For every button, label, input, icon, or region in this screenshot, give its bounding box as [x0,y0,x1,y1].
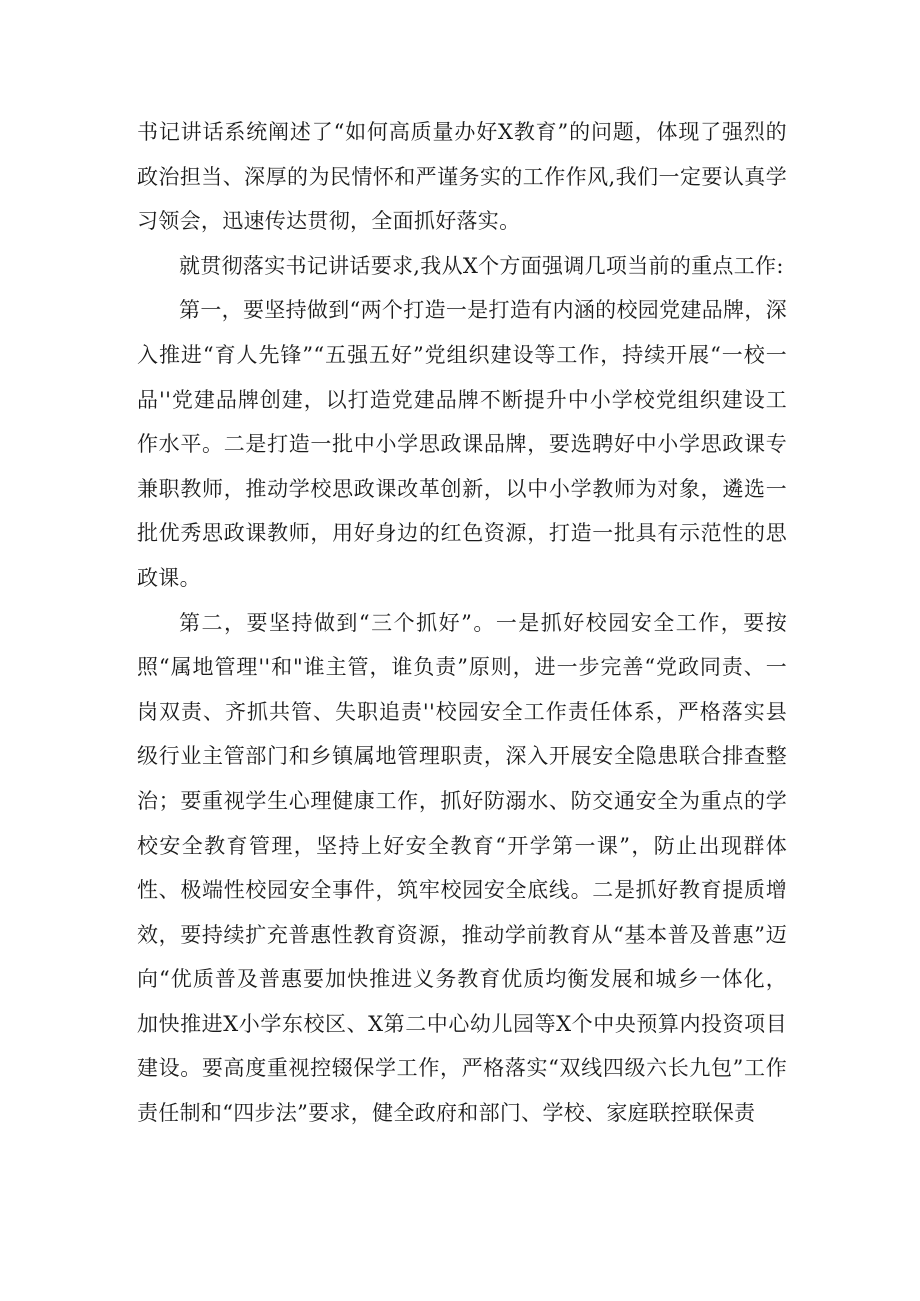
paragraph-first-point: 第一，要坚持做到“两个打造一是打造有内涵的校园党建品牌，深入推进“育人先锋”“五强五好”党组织建设等工作，持续开展“一校一品''党建品牌创建，以打造党建品牌不断提升中小学校党组织建设工作水平。二是打造一批中小学思政课品牌，要选聘好中小学思政课专兼职教师，推动学校思政课改革创新，以中小学教师为对象，遴选一批优秀思政课教师，用好身边的红色资源，打造一批具有示范性的思政课。 [137,298,787,590]
paragraph-second-point: 第二，要坚持做到“三个抓好”。一是抓好校园安全工作，要按照“属地管理''和"谁主管，谁负责”原则，进一步完善“党政同责、一岗双责、齐抓共管、失职追责''校园安全工作责任体系，严格落实县级行业主管部门和乡镇属地管理职责，深入开展安全隐患联合排查整治；要重视学生心理健康工作，抓好防溺水、防交通安全为重点的学校安全教育管理，坚持上好安全教育“开学第一课”，防止出现群体性、极端性校园安全事件，筑牢校园安全底线。二是抓好教育提质增效，要持续扩充普惠性教育资源，推动学前教育从“基本普及普惠”迈向“优质普及普惠要加快推进义务教育优质均衡发展和城乡一体化，加快推进X小学东校区、X第二中心幼儿园等X个中央预算内投资项目建设。要高度重视控辍保学工作，严格落实“双线四级六长九包”工作责任制和“四步法”要求，健全政府和部门、学校、家庭联控联保责 [137,610,787,1126]
document-page [137,110,787,1136]
paragraph-summary: 书记讲话系统阐述了“如何高质量办好X教育”的问题，体现了强烈的政治担当、深厚的为民情怀和严谨务实的工作作风,我们一定要认真学习领会，迅速传达贯彻，全面抓好落实。 [137,120,787,234]
paragraph-intro: 就贯彻落实书记讲话要求,我从X个方面强调几项当前的重点工作: [179,253,784,278]
